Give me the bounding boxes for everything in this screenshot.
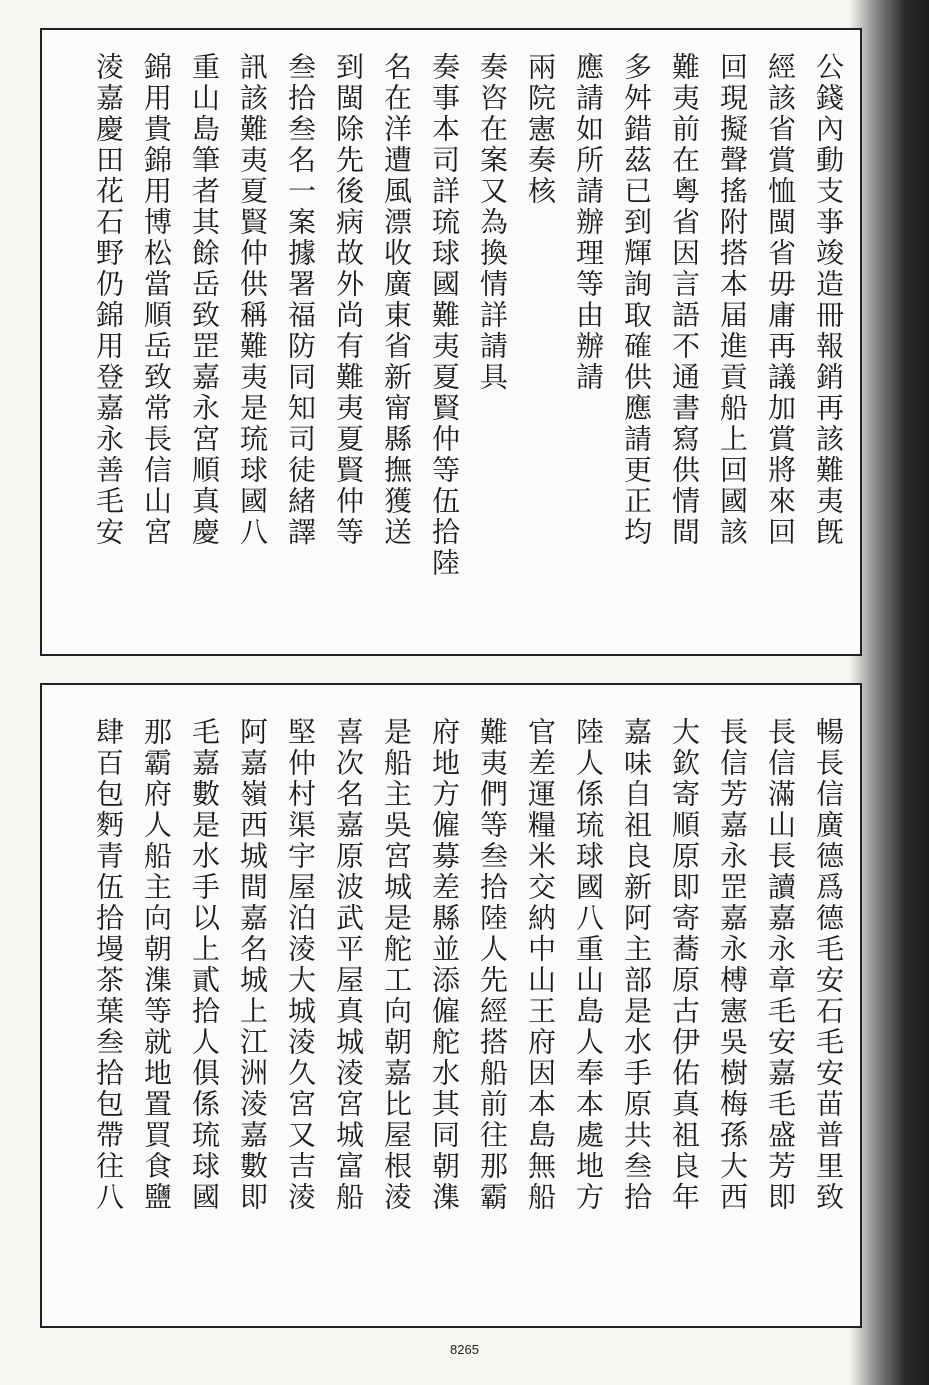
text-column: 訊該難夷夏賢仲供稱難夷是琉球國八: [236, 52, 269, 548]
text-column: 名在洋遭風漂收廣東省新甯縣撫獲送: [380, 52, 413, 548]
text-column: 奏事本司詳琉球國難夷夏賢仲等伍拾陸: [428, 52, 461, 579]
page-number: 8265: [450, 1342, 479, 1357]
text-column: 公錢內動支亊竣造冊報銷再該難夷旣: [812, 52, 845, 548]
text-column: 陸人係琉球國八重山島人奉本處地方: [572, 717, 605, 1213]
text-column: 錦用貴錦用博松當順岳致常長信山宮: [140, 52, 173, 548]
text-column: 官差運糧米交納中山王府因本島無船: [524, 717, 557, 1213]
text-column: 肆百包麪青伍拾墁茶葉叁拾包帶往八: [92, 717, 125, 1213]
text-column: 回現擬聲搖附搭本届進貢船上回國該: [716, 52, 749, 548]
text-column: 叁拾叁名一案據署福防同知司徒緒譯: [284, 52, 317, 548]
text-column: 那霸府人船主向朝潗等就地置買食鹽: [140, 717, 173, 1213]
text-column: 嘉味自祖良新阿主部是水手原共叁拾: [620, 717, 653, 1213]
text-column: 長信滿山長讀嘉永章毛安嘉毛盛芳即: [764, 717, 797, 1213]
text-column: 長信芳嘉永罡嘉永榑憲吳樹梅孫大西: [716, 717, 749, 1213]
text-column: 經該省賞恤閩省毋庸再議加賞將來回: [764, 52, 797, 548]
text-column: 暢長信廣德爲德毛安石毛安苗普里致: [812, 717, 845, 1213]
text-column: 淩嘉慶田花石野仍錦用登嘉永善毛安: [92, 52, 125, 548]
text-column: 重山島筆者其餘岳致罡嘉永宮順真慶: [188, 52, 221, 548]
text-column: 大欽寄順原即寄蕎原古伊佑真祖良年: [668, 717, 701, 1213]
top-column-group: [42, 30, 852, 654]
text-column: 喜次名嘉原波武平屋真城淩宮城富船: [332, 717, 365, 1213]
top-text-panel: [40, 28, 862, 656]
text-column: 堅仲村渠宇屋泊淩大城淩久宮又吉淩: [284, 717, 317, 1213]
text-column: 難夷們等叁拾陸人先經搭船前往那霸: [476, 717, 509, 1213]
text-column: 阿嘉嶺西城間嘉名城上江洲淩嘉數即: [236, 717, 269, 1213]
bottom-text-panel: [40, 683, 862, 1328]
text-column: 多舛錯茲已到輝詢取確供應請更正均: [620, 52, 653, 548]
text-column: 應請如所請辦理等由辦請: [572, 52, 605, 393]
bottom-column-group: [42, 685, 852, 1326]
text-column: 難夷前在粵省因言語不通書寫供情間: [668, 52, 701, 548]
text-column: 到閩除先後病故外尚有難夷夏賢仲等: [332, 52, 365, 548]
text-column: 毛嘉數是水手以上貳拾人俱係琉球國: [188, 717, 221, 1213]
text-column: 府地方僱募差縣並添僱舵水其同朝潗: [428, 717, 461, 1213]
text-column: 兩院憲奏核: [524, 52, 557, 207]
text-column: 奏咨在案又為換情詳請具: [476, 52, 509, 393]
text-column: 是船主吳宮城是舵工向朝嘉比屋根淩: [380, 717, 413, 1213]
